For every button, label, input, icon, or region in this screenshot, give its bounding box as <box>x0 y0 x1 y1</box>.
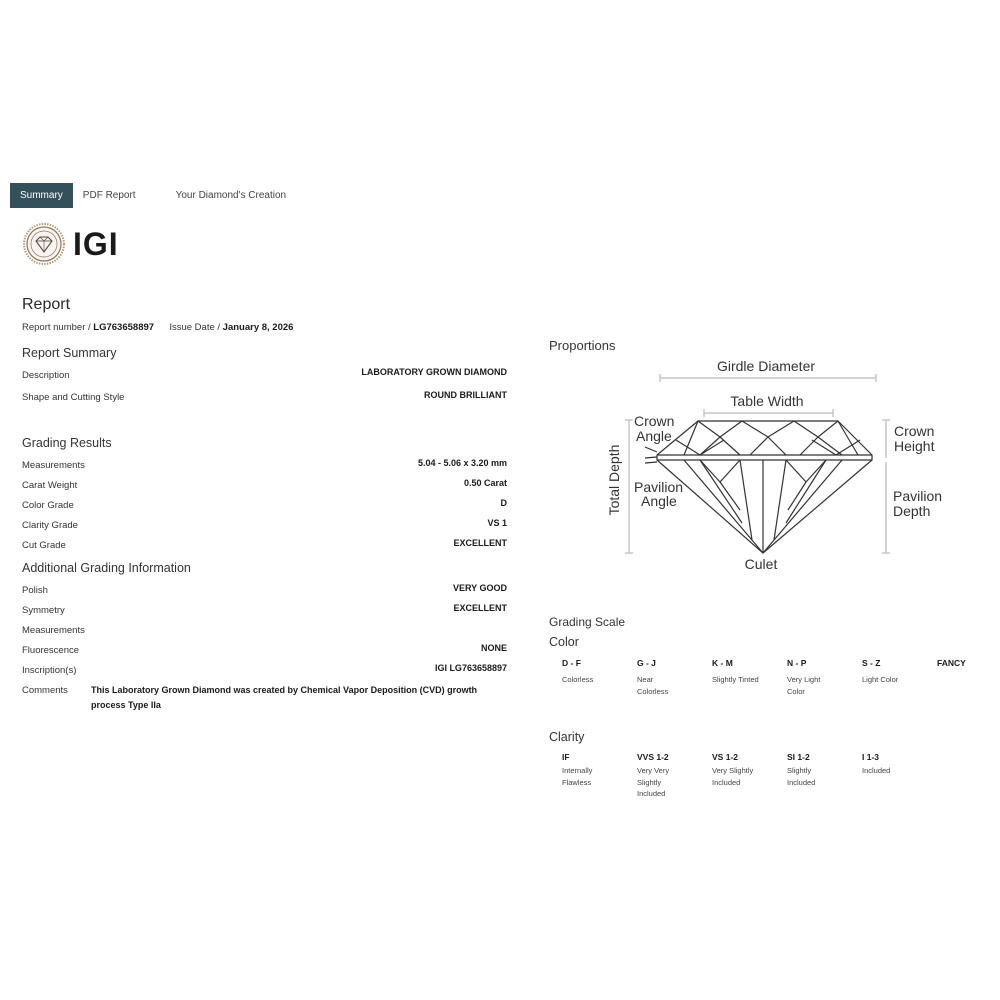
description-label: Description <box>22 370 70 381</box>
comments-label: Comments <box>22 685 68 696</box>
clarity-grade-desc: Included <box>862 766 891 775</box>
report-number: LG763658897 <box>93 322 155 333</box>
clarity-scale-vvs <box>637 752 707 800</box>
color-grade-head: K - M <box>712 658 733 668</box>
pavilion-angle-label-1: Pavilion <box>634 479 684 495</box>
report-summary-heading: Report Summary <box>22 346 117 360</box>
clarity-grade-head: IF <box>562 752 570 762</box>
measurements-value: 5.04 - 5.06 x 3.20 mm <box>417 458 507 468</box>
polish-value: VERY GOOD <box>452 583 507 593</box>
clarity-grade-desc: Very Very Slightly Included <box>637 766 670 798</box>
igi-logo <box>23 223 119 265</box>
carat-weight-value: 0.50 Carat <box>463 478 507 488</box>
inscription-label: Inscription(s) <box>22 665 77 676</box>
additional-info-heading: Additional Grading Information <box>22 561 191 575</box>
girdle-diameter-label: Girdle Diameter <box>716 358 816 374</box>
clarity-scale-i <box>862 752 932 777</box>
color-grade-desc: Colorless <box>562 675 594 684</box>
grading-scale-title: Grading Scale <box>549 615 626 629</box>
issue-date-label: Issue Date / <box>169 322 221 333</box>
report-title: Report <box>22 296 71 313</box>
crown-angle-label-2: Angle <box>636 428 672 444</box>
comments-value: This Laboratory Grown Diamond was created by Chemical Vapor Deposition (CVD) growth process Type IIa <box>91 685 478 710</box>
additional-measurements-label: Measurements <box>22 625 85 636</box>
cut-grade-label: Cut Grade <box>22 540 66 551</box>
shape-value: ROUND BRILLIANT <box>424 390 507 400</box>
clarity-grade-head: VS 1-2 <box>712 752 738 762</box>
issue-date: January 8, 2026 <box>222 322 294 333</box>
color-scale-np <box>787 658 857 697</box>
clarity-scale-vs <box>712 752 782 788</box>
clarity-grade-value: VS 1 <box>487 518 507 528</box>
color-scale-title: Color <box>549 635 579 649</box>
table-width-label: Table Width <box>730 393 804 409</box>
description-value: LABORATORY GROWN DIAMOND <box>361 367 507 377</box>
igi-seal-icon <box>23 223 65 265</box>
tab-bar <box>10 183 296 208</box>
crown-angle-label-1: Crown <box>634 413 675 429</box>
clarity-grade-desc: Slightly Included <box>787 766 816 787</box>
clarity-grade-desc: Very Slightly Included <box>712 766 754 787</box>
culet-label: Culet <box>744 556 778 572</box>
color-scale-gj <box>637 658 707 697</box>
clarity-grade-label: Clarity Grade <box>22 520 78 531</box>
color-scale-df <box>562 658 632 686</box>
color-grade-head: D - F <box>562 658 581 668</box>
clarity-grade-head: VVS 1-2 <box>637 752 669 762</box>
color-grade-head: S - Z <box>862 658 881 668</box>
tab-summary[interactable]: Summary <box>10 183 73 208</box>
color-grade-value: D <box>500 498 507 508</box>
color-scale-fancy <box>937 658 992 668</box>
tab-diamond-creation[interactable]: Your Diamond's Creation <box>175 190 287 201</box>
proportions-title: Proportions <box>549 338 616 353</box>
measurements-label: Measurements <box>22 460 85 471</box>
clarity-grade-head: SI 1-2 <box>787 752 810 762</box>
polish-label: Polish <box>22 585 48 596</box>
grading-results-heading: Grading Results <box>22 436 112 450</box>
pavilion-depth-label-2: Depth <box>893 503 931 519</box>
crown-height-label-2: Height <box>894 438 935 454</box>
total-depth-label: Total Depth <box>606 444 622 516</box>
clarity-scale-if <box>562 752 632 788</box>
diamond-proportions-diagram <box>600 352 960 582</box>
igi-logo-text: IGI <box>73 226 119 262</box>
color-grade-head: FANCY <box>937 658 966 668</box>
inscription-value: IGI LG763658897 <box>434 663 507 673</box>
color-grade-label: Color Grade <box>22 500 74 511</box>
color-scale-sz <box>862 658 932 686</box>
color-grade-desc: Very Light Color <box>787 675 821 696</box>
clarity-scale-title: Clarity <box>549 730 585 744</box>
crown-height-label-1: Crown <box>894 423 935 439</box>
carat-weight-label: Carat Weight <box>22 480 78 491</box>
shape-label: Shape and Cutting Style <box>22 392 125 403</box>
pavilion-angle-label-2: Angle <box>641 493 677 509</box>
color-grade-desc: Slightly Tinted <box>712 675 759 684</box>
cut-grade-value: EXCELLENT <box>453 538 507 548</box>
fluorescence-label: Fluorescence <box>22 645 80 656</box>
clarity-grade-head: I 1-3 <box>862 752 880 762</box>
fluorescence-value: NONE <box>480 643 507 653</box>
color-grade-head: N - P <box>787 658 807 668</box>
color-grade-desc: Light Color <box>862 675 899 684</box>
color-grade-head: G - J <box>637 658 656 668</box>
symmetry-label: Symmetry <box>22 605 65 616</box>
color-grade-desc: Near Colorless <box>637 675 669 696</box>
pavilion-depth-label-1: Pavilion <box>893 488 943 504</box>
report-meta <box>22 322 293 333</box>
clarity-grade-desc: Internally Flawless <box>562 766 593 787</box>
color-scale-km <box>712 658 782 686</box>
report-number-label: Report number / <box>22 322 91 333</box>
clarity-scale-si <box>787 752 857 788</box>
tab-pdf-report[interactable]: PDF Report <box>82 190 136 201</box>
symmetry-value: EXCELLENT <box>453 603 507 613</box>
